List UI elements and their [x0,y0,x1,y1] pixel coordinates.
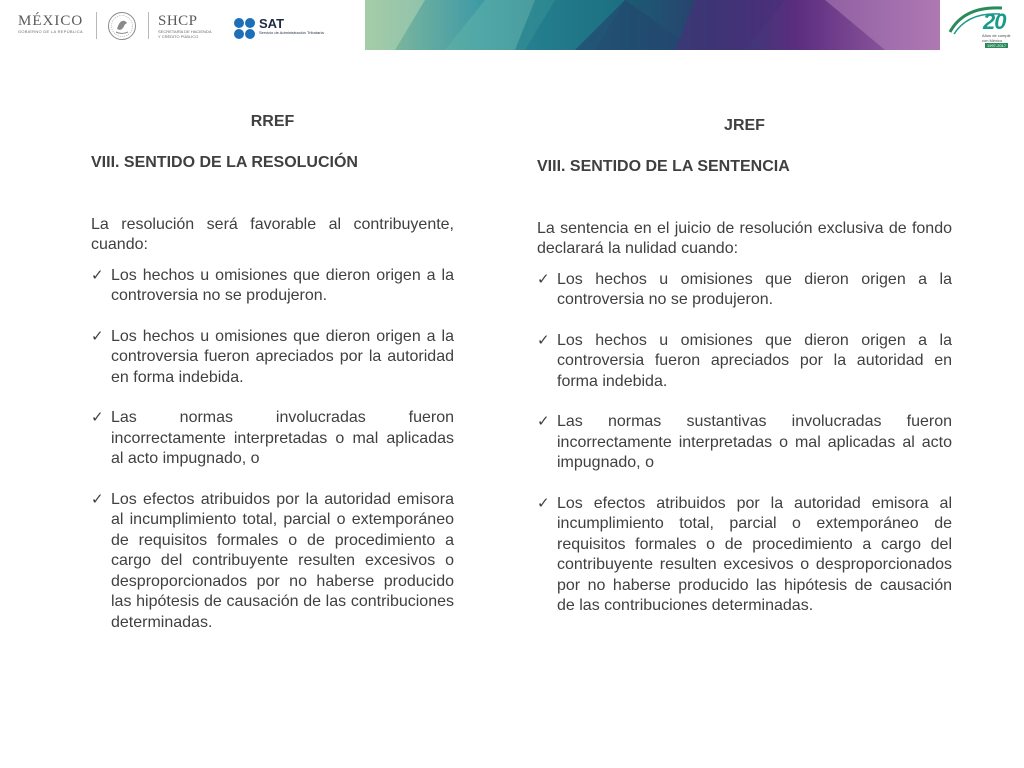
checkmark-icon: ✓ [91,409,104,426]
mexico-logo-subtitle: GOBIERNO DE LA REPÚBLICA [18,29,83,34]
shcp-logo [158,13,228,39]
bullet-list [537,270,952,617]
column-title: JREF [724,117,765,134]
sat-logo-subtitle: Servicio de Administración Tributaria [259,30,324,35]
list-item [537,331,952,393]
sat-dots-icon [233,17,257,41]
list-item-text: Los efectos atribuidos por la autoridad emisora al incumplimiento total, parcial o extemporáneo de requisitos formales o de procedimiento a cargo del contribuyente resulten excesivos o desproporcionados por no haberse producido las hipótesis de causación de las contribuciones determinadas. [557,494,952,614]
logo-strip [0,0,365,50]
list-item [91,327,454,389]
section-heading: VIII. SENTIDO DE LA SENTENCIA [537,158,790,175]
anniversary-years: 1997-2017 [987,43,1007,48]
list-item-text: Los efectos atribuidos por la autoridad emisora al incumplimiento total, parcial o extemporáneo de requisitos formales o de procedimiento a cargo del contribuyente resulten excesivos o desproporcionados por no haberse producido las hipótesis de causación de las contribuciones determinadas. [111,490,454,631]
rref-column [91,112,454,633]
logo-divider [148,12,149,39]
mexico-logo [18,13,88,41]
list-item-text: Los hechos u omisiones que dieron origen a la controversia fueron apreciados por la autoridad en forma indebida. [557,331,952,390]
column-title: RREF [250,113,295,130]
list-item-text: Las normas involucradas fueron incorrectamente interpretadas o mal aplicadas al acto impugnado, o [111,409,454,467]
decorative-band-graphic [365,0,940,50]
mexico-logo-word: MÉXICO [18,13,84,29]
bullet-list [91,266,454,634]
checkmark-icon: ✓ [91,327,104,345]
list-item [537,270,952,311]
sat-logo-word: SAT [259,16,285,31]
list-item [537,494,952,617]
anniversary-number: 20 [983,9,1006,34]
logo-divider [96,12,97,39]
list-item-text: Los hechos u omisiones que dieron origen a la controversia no se produjeron. [557,270,952,308]
section-heading: VIII. SENTIDO DE LA RESOLUCIÓN [91,154,358,171]
checkmark-icon: ✓ [537,494,550,512]
checkmark-icon: ✓ [537,331,550,349]
list-item [537,412,952,474]
anniversary-text [982,33,1011,43]
list-item [91,490,454,634]
anniversary-text-line2: con México [982,38,1003,43]
list-item [91,408,454,470]
anniversary-text-line1: Años de cumplir [982,33,1011,38]
intro-paragraph: La sentencia en el juicio de resolución exclusiva de fondo declarará la nulidad cuando: [537,219,952,257]
jref-column [537,116,952,617]
list-item-text: Los hechos u omisiones que dieron origen a la controversia fueron apreciados por la autoridad en forma indebida. [111,327,454,386]
shcp-logo-word: SHCP [158,13,198,29]
checkmark-icon: ✓ [537,270,550,288]
checkmark-icon: ✓ [537,413,550,430]
national-seal-icon [104,11,140,41]
intro-paragraph: La resolución será favorable al contribuyente, cuando: [91,215,454,253]
list-item [91,266,454,307]
shcp-logo-subtitle-2: Y CRÉDITO PÚBLICO [158,34,199,39]
sat-logo [259,17,359,36]
header-banner [0,0,1024,50]
checkmark-icon: ✓ [91,266,104,284]
list-item-text: Las normas sustantivas involucradas fueron incorrectamente interpretadas o mal aplicadas al acto impugnado, o [557,413,952,471]
decorative-color-band [365,0,940,50]
list-item-text: Los hechos u omisiones que dieron origen a la controversia no se produjeron. [111,266,454,304]
shcp-logo-subtitle-1: SECRETARÍA DE HACIENDA [158,29,212,34]
checkmark-icon: ✓ [91,490,104,508]
